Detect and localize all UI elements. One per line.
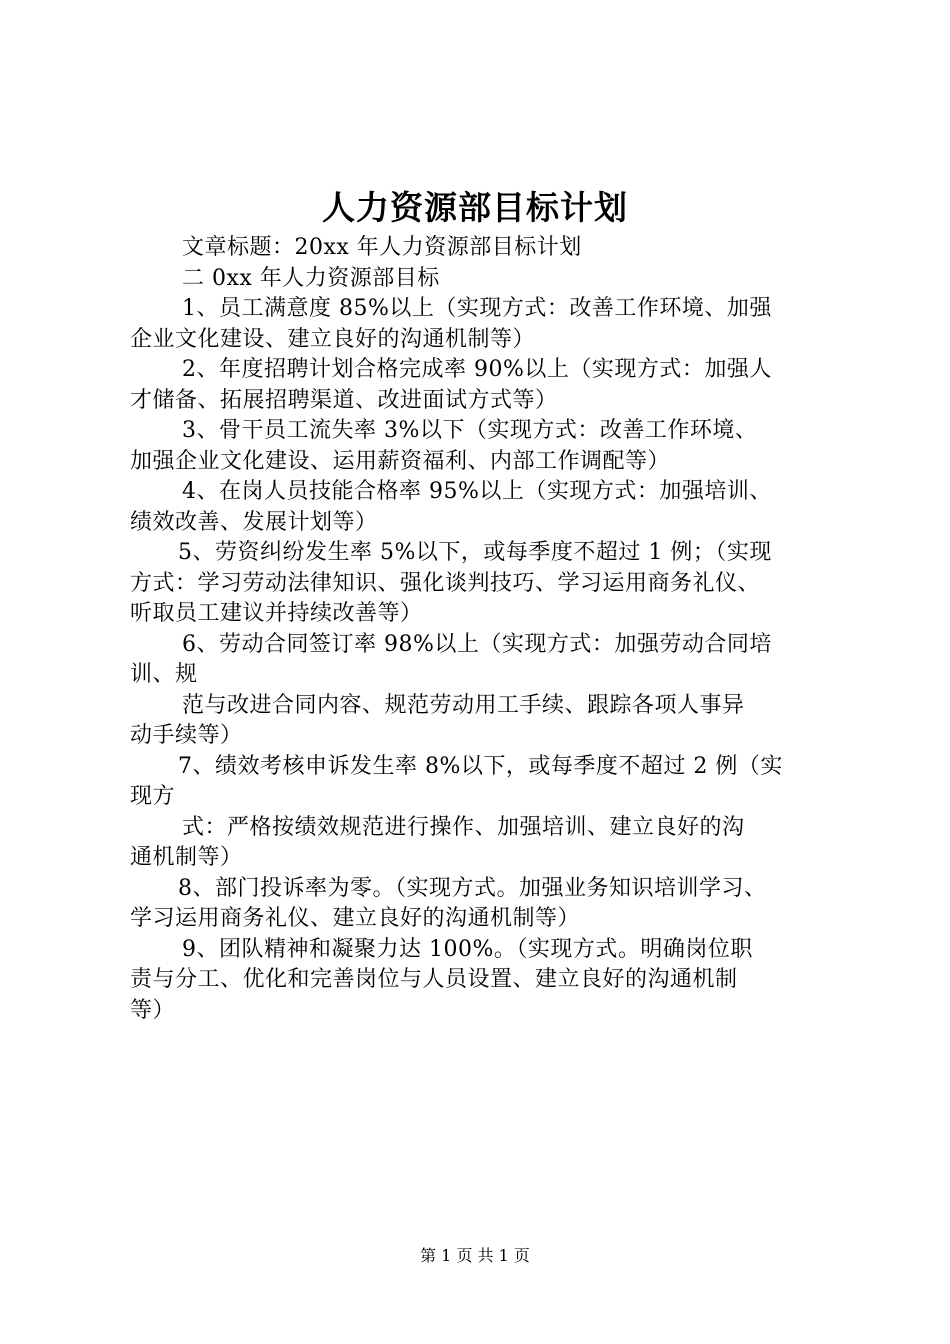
goal-3-line-1: 3、骨干员工流失率 3%以下（实现方式：改善工作环境、	[182, 418, 758, 443]
goal-9-line-2: 责与分工、优化和完善岗位与人员设置、建立良好的沟通机制	[130, 967, 738, 992]
goal-8-line-2: 学习运用商务礼仪、建立良好的沟通机制等）	[130, 906, 581, 931]
goal-5-line-1: 5、劳资纠纷发生率 5%以下，或每季度不超过 1 例；（实现	[178, 540, 772, 565]
goal-7-line-4: 通机制等）	[130, 845, 243, 870]
goal-5-line-2: 方式：学习劳动法律知识、强化谈判技巧、学习运用商务礼仪、	[130, 570, 761, 596]
goal-7-line-1: 7、绩效考核申诉发生率 8%以下，或每季度不超过 2 例（实	[178, 753, 783, 779]
goal-9-line-1: 9、团队精神和凝聚力达 100%。（实现方式。明确岗位职	[182, 936, 753, 962]
goal-6-line-2: 训、规	[130, 662, 198, 687]
goal-2-line-1: 2、年度招聘计划合格完成率 90%以上（实现方式：加强人	[182, 357, 772, 382]
goal-9-line-3: 等）	[130, 997, 176, 1023]
goal-7-line-2: 现方	[130, 784, 176, 809]
goal-8-line-1: 8、部门投诉率为零。（实现方式。加强业务知识培训学习、	[178, 875, 767, 901]
article-title-line: 文章标题：20xx 年人力资源部目标计划	[182, 235, 582, 260]
goal-6-line-4: 动手续等）	[130, 723, 243, 748]
goal-1-line-2: 企业文化建设、建立良好的沟通机制等）	[130, 326, 536, 352]
page-footer: 第 1 页 共 1 页	[420, 1246, 530, 1265]
document-title: 人力资源部目标计划	[322, 188, 628, 227]
goal-6-line-3: 范与改进合同内容、规范劳动用工手续、跟踪各项人事异	[182, 692, 745, 718]
goal-7-line-3: 式：严格按绩效规范进行操作、加强培训、建立良好的沟	[182, 814, 745, 840]
goal-4-line-2: 绩效改善、发展计划等）	[130, 509, 378, 535]
goal-2-line-2: 才储备、拓展招聘渠道、改进面试方式等）	[130, 387, 558, 413]
section-heading: 二 0xx 年人力资源部目标	[182, 265, 440, 291]
document-body	[130, 233, 840, 1026]
goal-3-line-2: 加强企业文化建设、运用薪资福利、内部工作调配等）	[130, 448, 671, 474]
goal-6-line-1: 6、劳动合同签订率 98%以上（实现方式：加强劳动合同培	[182, 631, 772, 657]
goal-4-line-1: 4、在岗人员技能合格率 95%以上（实现方式：加强培训、	[182, 479, 772, 504]
goal-5-line-3: 听取员工建议并持续改善等）	[130, 601, 423, 626]
goal-1-line-1: 1、员工满意度 85%以上（实现方式：改善工作环境、加强	[182, 296, 772, 321]
